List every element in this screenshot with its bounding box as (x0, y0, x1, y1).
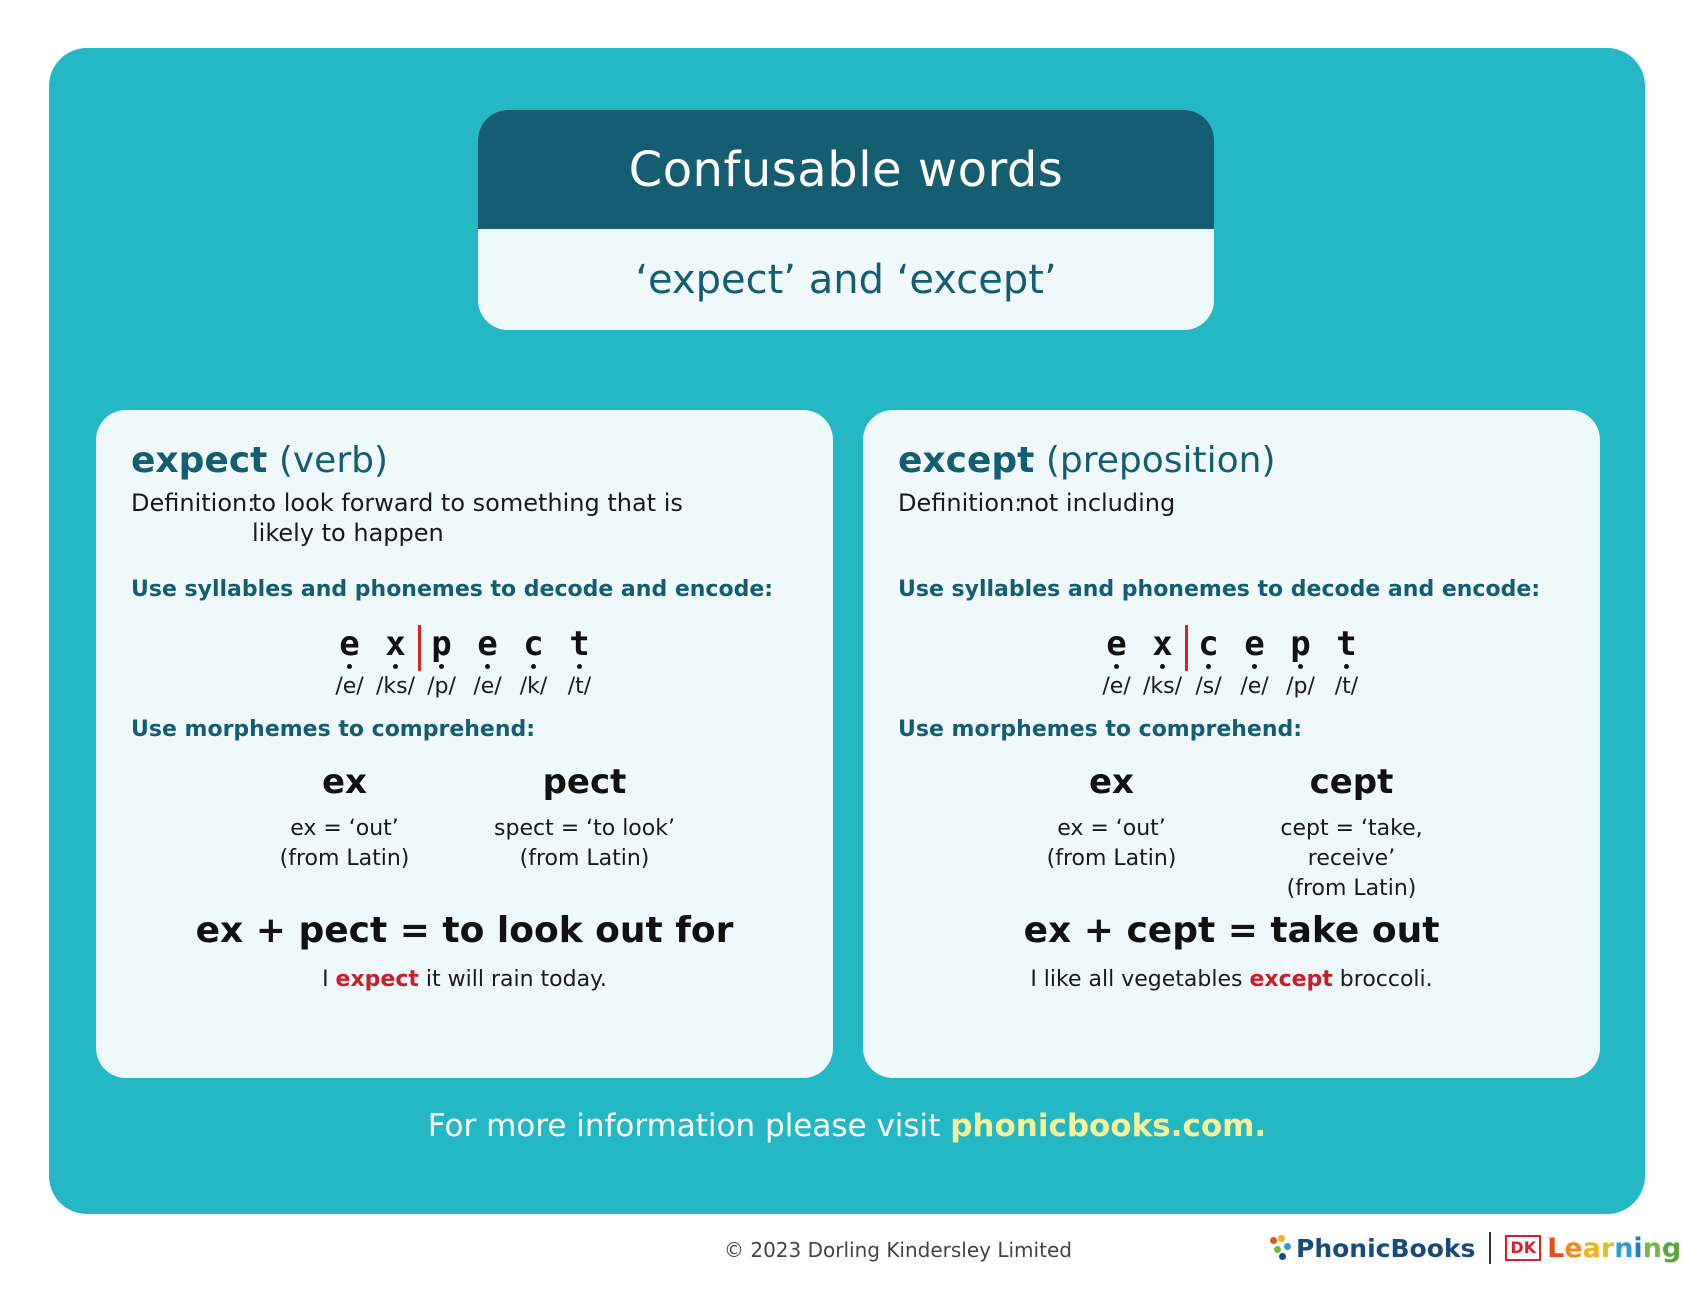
page-title: Confusable words (478, 110, 1214, 229)
syllable-divider (1185, 625, 1188, 671)
morpheme-column (1242, 758, 1462, 904)
phoneme: /e/ (1240, 674, 1269, 699)
phonic-books-wordmark: PhonicBooks (1296, 1233, 1476, 1263)
morpheme-instruction: Use morphemes to comprehend: (131, 717, 536, 742)
phoneme: /e/ (335, 674, 364, 699)
phoneme: /ks/ (375, 674, 416, 699)
definition-label: Definition: (131, 489, 256, 517)
sound-dot (1252, 664, 1257, 669)
grapheme: e (477, 624, 498, 664)
logo-bar (1270, 1232, 1681, 1264)
phoneme: /t/ (567, 674, 592, 699)
sound-dot (485, 664, 490, 669)
sound-dot (577, 664, 582, 669)
morpheme-meaning: cept = ‘take, receive’ (1280, 816, 1423, 871)
syllable-instruction: Use syllables and phonemes to decode and encode: (898, 577, 1541, 602)
sound-dot (347, 664, 352, 669)
morpheme-origin: (from Latin) (1286, 876, 1417, 901)
morpheme-breakdown (96, 758, 833, 874)
footer-info (49, 1108, 1645, 1144)
word-card-expect (96, 410, 833, 1078)
word-heading (898, 440, 1276, 481)
grapheme: t (1336, 624, 1357, 664)
page-subtitle: ‘expect’ and ‘except’ (635, 256, 1057, 303)
word-card-except (863, 410, 1600, 1078)
syllable-divider (418, 625, 421, 671)
copyright: © 2023 Dorling Kindersley Limited (724, 1238, 1072, 1262)
title-card (478, 110, 1214, 330)
sound-dot (1206, 664, 1211, 669)
example-highlight: expect (335, 967, 419, 992)
morpheme-origin: (from Latin) (519, 846, 650, 871)
part-of-speech: (preposition) (1045, 440, 1276, 481)
phoneme: /ks/ (1142, 674, 1183, 699)
morpheme-column (235, 758, 455, 874)
definition-label: Definition: (898, 489, 1023, 517)
example-text: I like all vegetables (1030, 967, 1250, 992)
grapheme: x (1152, 624, 1173, 664)
website-link[interactable]: phonicbooks.com. (950, 1108, 1267, 1144)
morpheme-part: cept (1309, 762, 1394, 802)
morpheme-meaning: ex = ‘out’ (290, 816, 399, 841)
grapheme: p (431, 624, 452, 664)
phoneme-breakdown (863, 625, 1600, 699)
logo-divider (1489, 1232, 1491, 1264)
sound-dot (1114, 664, 1119, 669)
morpheme-origin: (from Latin) (279, 846, 410, 871)
phoneme: /s/ (1195, 674, 1222, 699)
sound-dot (439, 664, 444, 669)
dk-mark: DK (1505, 1235, 1541, 1261)
learning-wordmark: Learning (1547, 1232, 1682, 1264)
part-of-speech: (verb) (278, 440, 389, 481)
morpheme-part: ex (1089, 762, 1134, 802)
definition (131, 488, 722, 548)
example-text: I (322, 967, 336, 992)
sound-dot (1344, 664, 1349, 669)
phoneme: /k/ (519, 674, 548, 699)
grapheme: c (523, 624, 544, 664)
word-title: expect (131, 440, 268, 481)
example-sentence (96, 967, 833, 992)
phonic-books-mark-icon (1270, 1235, 1292, 1261)
footer-text: For more information please visit (427, 1108, 951, 1144)
phoneme: /e/ (1102, 674, 1131, 699)
definition-text: not including (1019, 489, 1176, 517)
morpheme-meaning: ex = ‘out’ (1057, 816, 1166, 841)
grapheme: x (385, 624, 406, 664)
example-text: broccoli. (1332, 967, 1433, 992)
sound-dot (1160, 664, 1165, 669)
morpheme-meaning: spect = ‘to look’ (494, 816, 675, 841)
phoneme-breakdown (96, 625, 833, 699)
grapheme: e (1244, 624, 1265, 664)
morpheme-column (475, 758, 695, 874)
dk-learning-logo (1505, 1233, 1681, 1264)
phoneme: /e/ (473, 674, 502, 699)
phoneme: /p/ (427, 674, 456, 699)
morpheme-instruction: Use morphemes to comprehend: (898, 717, 1303, 742)
word-heading (131, 440, 388, 481)
word-title: except (898, 440, 1035, 481)
sound-dot (393, 664, 398, 669)
phoneme: /t/ (1334, 674, 1359, 699)
morpheme-column (1002, 758, 1222, 904)
grapheme: c (1198, 624, 1219, 664)
definition (898, 488, 1489, 518)
sound-dot (531, 664, 536, 669)
morpheme-equation: ex + pect = to look out for (195, 910, 734, 951)
phonic-books-logo (1270, 1234, 1475, 1263)
example-sentence (863, 967, 1600, 992)
phoneme: /p/ (1286, 674, 1315, 699)
example-highlight: except (1249, 967, 1333, 992)
morpheme-equation: ex + cept = take out (1023, 910, 1440, 951)
sound-dot (1298, 664, 1303, 669)
grapheme: e (339, 624, 360, 664)
morpheme-origin: (from Latin) (1046, 846, 1177, 871)
morpheme-breakdown (863, 758, 1600, 904)
grapheme: p (1290, 624, 1311, 664)
definition-text: to look forward to something that is likely to happen (252, 489, 683, 547)
grapheme: e (1106, 624, 1127, 664)
grapheme: t (569, 624, 590, 664)
example-text: it will rain today. (418, 967, 607, 992)
syllable-instruction: Use syllables and phonemes to decode and encode: (131, 577, 774, 602)
morpheme-part: ex (322, 762, 367, 802)
morpheme-part: pect (542, 762, 627, 802)
